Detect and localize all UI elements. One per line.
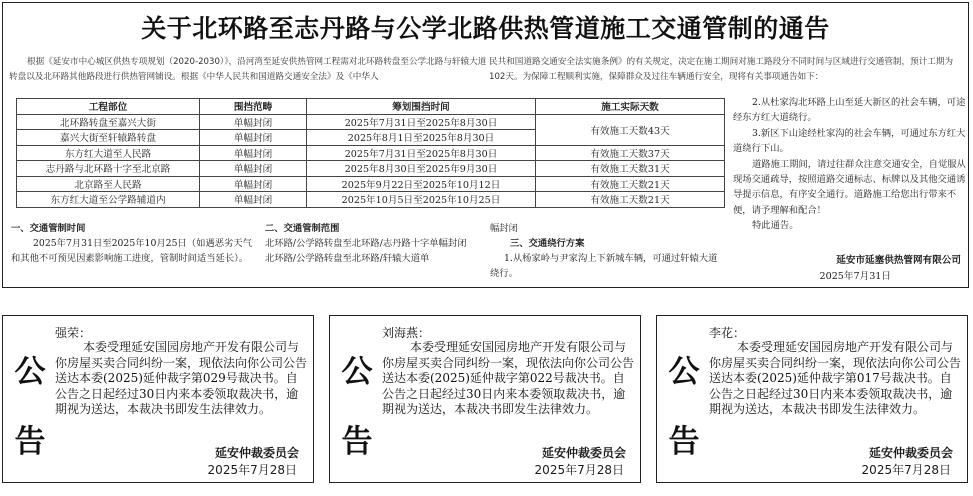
cell-days: 有效施工天数21天 [536, 192, 725, 208]
closing-line: 特此通告。 [752, 220, 799, 232]
announcement-addressee: 刘海燕： [382, 326, 431, 340]
table-row [17, 192, 725, 208]
cell-time: 2025年7月31日至2025年8月30日 [307, 145, 536, 161]
cell-time: 2025年10月5日至2025年10月25日 [307, 192, 536, 208]
section-control-scope [265, 221, 479, 266]
cell-scope: 单幅封闭 [200, 145, 307, 161]
cell-time: 2025年7月31日至2025年8月30日 [307, 114, 536, 130]
signature-org: 延安市延塞供热管网有限公司 [836, 255, 961, 266]
header-scope: 围挡范畴 [200, 99, 307, 115]
table-header-row [17, 99, 725, 115]
cell-days: 有效施工天数37天 [536, 145, 725, 161]
cell-days: 有效施工天数21天 [536, 176, 725, 192]
announcement-date: 2025年7月28日 [861, 463, 951, 477]
cell-time: 2025年8月1日至2025年8月30日 [307, 130, 536, 146]
cell-scope: 单幅封闭 [200, 192, 307, 208]
cell-days: 有效施工天数31天 [536, 161, 725, 177]
detour-2: 2.从杜家沟北环路上山至延大新区的社会车辆，可途经东方红大道绕行。 [733, 97, 966, 124]
cell-section: 北京路至人民路 [17, 176, 200, 192]
section-heading: 三、交通绕行方案 [510, 238, 585, 249]
table-row [17, 114, 725, 130]
cell-section: 嘉兴大街至轩辕路转盘 [17, 130, 200, 146]
section-body: 1.从杨家岭与尹家沟上下新城车辆，可通过轩辕大道绕行。 [490, 253, 718, 279]
section-detour [490, 221, 726, 281]
table-row [17, 145, 725, 161]
announcement-big-char: 公 [341, 354, 373, 390]
announcement-big-char: 告 [341, 424, 373, 460]
announcement-date: 2025年7月28日 [207, 463, 297, 477]
header-days: 施工实际天数 [536, 99, 725, 115]
detour-3: 3.新区下山途经杜家沟的社会车辆，可通过东方红大道绕行下山。 [733, 127, 966, 155]
cell-scope: 单幅封闭 [200, 161, 307, 177]
announcement-body: 本委受理延安国园房地产开发有限公司与你房屋买卖合同纠纷一案，现依法向你公司公告送达本委(2025)延仲裁字第029号裁决书。自公告之日起经过30日内来本委领取裁决书，逾期视为送达，本裁决书即发生法律效力。 [55, 340, 308, 417]
announcement-box [329, 315, 641, 483]
announcement-addressee: 李花： [709, 326, 746, 340]
intro-left: 根据《延安市中心城区供热专项规划（2020-2030）》，沿河湾至延安供热管网工程需对北环路转盘至公学北路与轩辕大道转盘以及北环路其他路段进行供热管网铺设。根据《中华人民共和国道路交通安全法》及《中华人 [9, 57, 487, 82]
announcement-sign: 延安仲裁委员会 [541, 446, 626, 460]
cell-scope: 单幅封闭 [200, 114, 307, 130]
intro-right: 民共和国道路交通安全法实施条例》的有关规定，决定在施工期间对施工路段分不同时间与区域进行交通管制，预计工期为102天。为保障工程顺利实施，保障群众及过往车辆通行安全，现将有关事项通告如下： [489, 57, 954, 82]
section-heading: 一、交通管制时间 [11, 223, 86, 234]
cell-time: 2025年9月22日至2025年10月12日 [307, 176, 536, 192]
announcement-sign: 延安仲裁委员会 [868, 446, 953, 460]
section-body: 2025年7月31日至2025年10月25日（如遇恶劣天气和其他不可预见因素影响施工进度，管制时间适当延长）。 [11, 238, 252, 264]
announcement-body: 本委受理延安国园房地产开发有限公司与你房屋买卖合同纠纷一案，现依法向你公司公告送达本委(2025)延仲裁字第022号裁决书。自公告之日起经过30日内来本委领取裁决书，逾期视为送达，本裁决书即发生法律效力。 [382, 340, 635, 417]
cell-days: 有效施工天数43天 [536, 114, 725, 145]
announcement-date: 2025年7月28日 [534, 463, 624, 477]
section-lead: 幅封闭 [490, 223, 518, 234]
cell-scope: 单幅封闭 [200, 130, 307, 146]
traffic-notice [2, 2, 969, 288]
cell-section: 北环路转盘至嘉兴大街 [17, 114, 200, 130]
closure-table [16, 98, 725, 208]
section-heading: 二、交通管制范围 [265, 223, 340, 234]
announcement-sign: 延安仲裁委员会 [214, 446, 299, 460]
announcement-box [656, 315, 968, 483]
announcement-big-char: 公 [668, 354, 700, 390]
table-row [17, 176, 725, 192]
header-section: 工程部位 [17, 99, 200, 115]
right-column [733, 95, 967, 234]
section-control-time [11, 221, 259, 266]
announcement-body: 本委受理延安国园房地产开发有限公司与你房屋买卖合同纠纷一案，现依法向你公司公告送达本委(2025)延仲裁字第017号裁决书。自公告之日起经过30日内来本委领取裁决书，逾期视为送达，本裁决书即发生法律效力。 [709, 340, 962, 417]
cell-section: 志丹路与北环路十字至北京路 [17, 161, 200, 177]
announcement-box [2, 315, 314, 483]
table-row [17, 161, 725, 177]
safety-reminder: 道路施工期间，请过往群众注意交通安全，自觉服从现场交通疏导，按照道路交通标志、标牌以及其他交通诱导提示信息，有序安全通行。道路施工给您出行带来不便，请予理解和配合！ [733, 158, 966, 216]
cell-time: 2025年8月30日至2025年9月30日 [307, 161, 536, 177]
announcement-addressee: 强荣： [55, 326, 92, 340]
announcement-big-char: 告 [14, 424, 46, 460]
header-time: 筹划围挡时间 [307, 99, 536, 115]
section-body: 北环路/公学路转盘至北环路/轩辕大道单 [265, 253, 430, 264]
cell-section: 东方红大道至公学路辅道内 [17, 192, 200, 208]
cell-section: 东方红大道至人民路 [17, 145, 200, 161]
section-body: 北环路/公学路转盘至北环路/志丹路十字单幅封闭 [265, 238, 467, 249]
cell-scope: 单幅封闭 [200, 176, 307, 192]
announcement-big-char: 告 [668, 424, 700, 460]
notice-title: 关于北环路至志丹路与公学北路供热管道施工交通管制的通告 [141, 14, 830, 43]
announcement-big-char: 公 [14, 354, 46, 390]
signature-date: 2025年7月31日 [819, 271, 891, 282]
